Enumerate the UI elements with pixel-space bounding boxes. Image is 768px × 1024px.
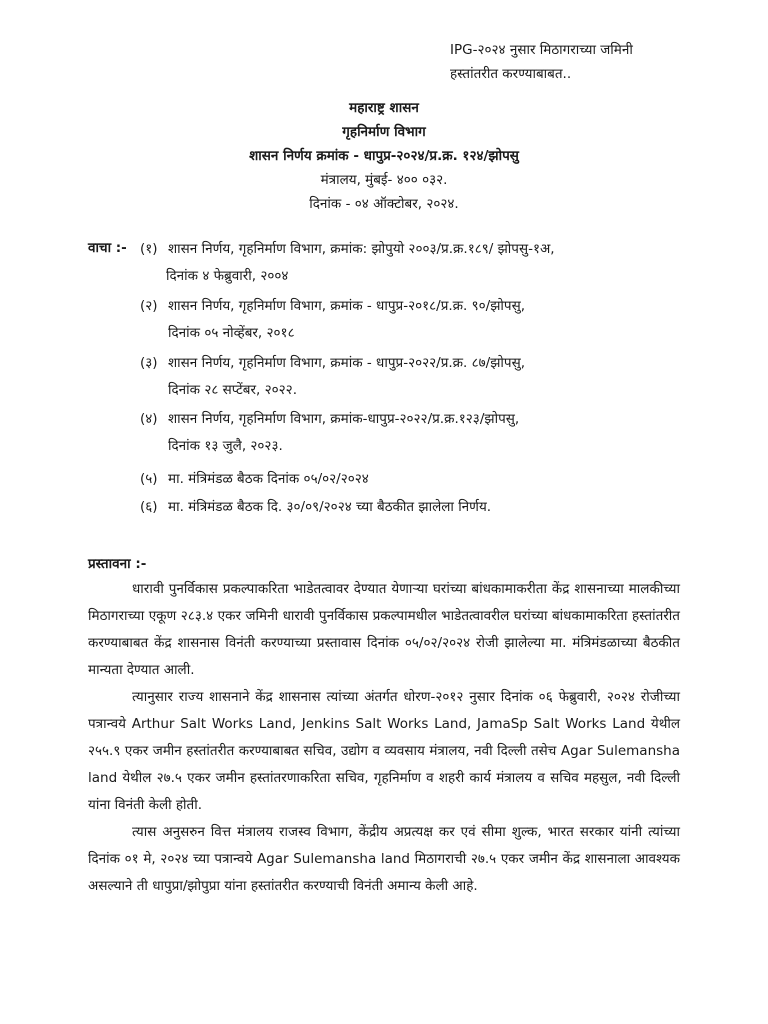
reference-number: (४) bbox=[140, 411, 158, 427]
reference-text: शासन निर्णय, गृहनिर्माण विभाग, क्रमांक - धापुप्र-२०१८/प्र.क्र. ९०/झोपसु, bbox=[168, 298, 526, 314]
reference-text: मा. मंत्रिमंडळ बैठक दि. ३०/०९/२०२४ च्या बैठकीत झालेला निर्णय. bbox=[168, 499, 492, 515]
preamble-label: प्रस्तावना :- bbox=[88, 556, 147, 572]
reference-date: दिनांक २८ सप्टेंबर, २०२२. bbox=[168, 382, 297, 398]
preamble-paragraph: धारावी पुनर्विकास प्रकल्पाकरिता भाडेतत्वावर देण्यात येणाऱ्या घरांच्या बांधकामाकरीता केंद्र शासनाच्या मालकीच्या मिठागराच्या एकूण २८३.४ एकर जमिनी धारावी पुनर्विकास प्रकल्पामधील भाडेतत्वावरील घरांच्या बांधकामाकरिता हस्तांतरीत करण्याबाबत केंद्र शासनास विनंती करण्याच्या प्रस्तावास दिनांक ०५/०२/२०२४ रोजी झालेल्या मा. मंत्रिमंडळाच्या बैठकीत मान्यता देण्यात आली. bbox=[88, 581, 680, 678]
reference-number: (१) bbox=[140, 241, 158, 257]
subject-line: IPG-२०२४ नुसार मिठागराच्या जमिनी bbox=[450, 42, 633, 58]
reference-text: शासन निर्णय, गृहनिर्माण विभाग, क्रमांक-धापुप्र-२०२२/प्र.क्र.१२३/झोपसु, bbox=[168, 411, 520, 427]
reference-number: (३) bbox=[140, 355, 158, 371]
department-name: गृहनिर्माण विभाग bbox=[342, 124, 426, 140]
gr-number: शासन निर्णय क्रमांक - धापुप्र-२०२४/प्र.क्र. १२४/झोपसु bbox=[249, 148, 519, 164]
subject-block bbox=[450, 38, 633, 86]
reference-date: दिनांक ४ फेब्रुवारी, २००४ bbox=[166, 268, 289, 284]
preamble-paragraph: त्यानुसार राज्य शासनाने केंद्र शासनास त्यांच्या अंतर्गत धोरण-२०१२ नुसार दिनांक ०६ फेब्रुवारी, २०२४ रोजीच्या पत्रान्वये Arthur Salt Works Land, Jenkins Salt Works Land, JamaSp Salt Works Land येथील २५५.९ एकर जमीन हस्तांतरीत करण्याबाबत सचिव, उद्योग व व्यवसाय मंत्रालय, नवी दिल्ली तसेच Agar Sulemansha land येथील २७.५ एकर जमीन हस्तांतरणाकरिता सचिव, गृहनिर्माण व शहरी कार्य मंत्रालय व सचिव महसुल, नवी दिल्ली यांना विनंती केली होती. bbox=[88, 689, 680, 813]
reference-date: दिनांक ०५ नोव्हेंबर, २०१८ bbox=[168, 325, 295, 341]
reference-text: शासन निर्णय, गृहनिर्माण विभाग, क्रमांक: झोपुयो २००३/प्र.क्र.१८९/ झोपसु-१अ, bbox=[168, 241, 555, 257]
reference-number: (२) bbox=[140, 298, 158, 314]
preamble-paragraph: त्यास अनुसरुन वित्त मंत्रालय राजस्व विभाग, केंद्रीय अप्रत्यक्ष कर एवं सीमा शुल्क, भारत सरकार यांनी त्यांच्या दिनांक ०१ मे, २०२४ च्या पत्रान्वये Agar Sulemansha land मिठागराची २७.५ एकर जमीन केंद्र शासनाला आवश्यक असल्याने ती धापुप्रा/झोपुप्रा यांना हस्तांतरीत करण्याची विनंती अमान्य केली आहे. bbox=[88, 824, 680, 894]
reference-date: दिनांक १३ जुलै, २०२३. bbox=[168, 438, 283, 454]
preamble-section bbox=[88, 552, 680, 900]
reference-text: मा. मंत्रिमंडळ बैठक दिनांक ०५/०२/२०२४ bbox=[168, 471, 369, 487]
reference-number: (६) bbox=[140, 499, 158, 515]
document-date: दिनांक - ०४ ऑक्टोबर, २०२४. bbox=[309, 196, 459, 212]
government-name: महाराष्ट्र शासन bbox=[349, 100, 419, 116]
references-label: वाचा :- bbox=[88, 240, 127, 256]
address: मंत्रालय, मुंबई- ४०० ०३२. bbox=[320, 172, 448, 188]
document-header bbox=[0, 96, 768, 216]
reference-number: (५) bbox=[140, 471, 158, 487]
reference-text: शासन निर्णय, गृहनिर्माण विभाग, क्रमांक - धापुप्र-२०२२/प्र.क्र. ८७/झोपसु, bbox=[168, 355, 526, 371]
subject-line: हस्तांतरीत करण्याबाबत.. bbox=[450, 66, 572, 82]
